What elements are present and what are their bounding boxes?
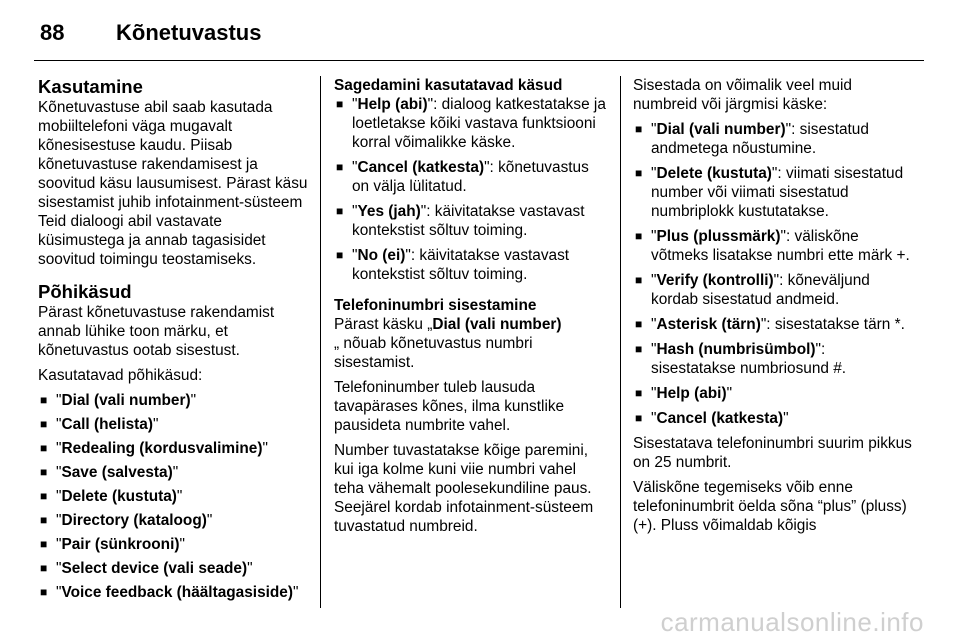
list-item: ■ "Call (helista)" [38,415,310,434]
page-number: 88 [40,20,65,45]
column-2 [334,76,606,542]
paragraph-pohikasud: Pärast kõnetuvastuse rakendamist annab lühike toon märku, et kõnetuvastus ootab sisestust. [38,304,275,359]
list-item: ■ "Select device (vali seade)" [38,559,310,578]
watermark: carmanualsonline.info [660,607,924,637]
list-item: ■ "Yes (jah)": käivitatakse vastavast kontekstist sõltuv toiming. [334,202,606,240]
list-item: ■ "Directory (kataloog)" [38,511,310,530]
list-item: ■ "Delete (kustuta)": viimati sisestatud number või viimati sisestatud numbriplokk kustutatakse. [633,164,913,221]
column-1 [38,76,310,608]
paragraph-kasutamine: Kõnetuvastuse abil saab kasutada mobiiltelefoni väga mugavalt kõnesisestuse kaudu. Piisab kõnetuvastuse rakendamisest ja soovitud käsu lausumisest. Pärast käsu sisestamist juhib infotainment-süsteem Teid dialoogi abil vastavate küsimustega ja annab tagasisidet soovitud toimingu teostamiseks. [38,99,308,268]
number-commands-list [633,120,913,428]
list-item: ■ "Cancel (katkesta)": kõnetuvastus on välja lülitatud. [334,158,606,196]
section-heading-kasutamine: Kasutamine [38,76,143,97]
list-item: ■ "Hash (numbrisümbol)": sisestatakse numbriosund #. [633,340,913,378]
list-item: ■ "Help (abi)" [633,384,913,403]
list-item: ■ "Plus (plussmärk)": väliskõne võtmeks lisatakse numbri ette märk +. [633,227,913,265]
list-item: ■ "Redealing (kordusvalimine)" [38,439,310,458]
paragraph-plus: Väliskõne tegemiseks võib enne telefoninumbrit öelda sõna “plus” (pluss) (+). Pluss võimaldab kõigis [633,479,907,534]
list-item: ■ "Pair (sünkrooni)" [38,535,310,554]
page-title: Kõnetuvastus [116,20,262,45]
basic-commands-list [38,391,310,602]
column-divider [620,76,621,608]
list-item: ■ "Asterisk (tärn)": sisestatakse tärn *. [633,315,913,334]
paragraph-lausuda: Telefoninumber tuleb lausuda tavapärases kõnes, ilma kunstlike pausideta numbrite vahel. [334,379,565,434]
section-heading-pohikasud: Põhikäsud [38,281,132,302]
page-header [34,20,924,50]
list-item: ■ "Dial (vali number)": sisestatud andmetega nõustumine. [633,120,913,158]
section-heading-telefoninumbri: Telefoninumbri sisestamine [334,297,537,314]
list-item: ■ "Help (abi)": dialoog katkestatakse ja loetletakse kõiki vastava funktsiooni korral võimalikke käske. [334,95,606,152]
paragraph-tuvastatakse: Number tuvastatakse kõige paremini, kui iga kolme kuni viie numbri vahel teha vähemalt poolesekundiline paus. Seejärel kordab infotainment-süsteem tuvastatud numbreid. [334,442,594,535]
list-item: ■ "Delete (kustuta)" [38,487,310,506]
list-item: ■ "Save (salvesta)" [38,463,310,482]
paragraph-kasutatavad: Kasutatavad põhikäsud: [38,367,203,384]
list-item: ■ "Cancel (katkesta)" [633,409,913,428]
list-item: ■ "Voice feedback (häältagasiside)" [38,583,310,602]
column-divider [320,76,321,608]
header-divider [34,60,924,61]
paragraph-max-length: Sisestatava telefoninumbri suurim pikkus on 25 numbrit. [633,435,912,471]
paragraph-intro: Sisestada on võimalik veel muid numbreid või järgmisi käske: [633,77,852,113]
list-item: ■ "No (ei)": käivitatakse vastavast kontekstist sõltuv toiming. [334,246,606,284]
frequent-commands-list [334,95,606,284]
section-heading-sagedamini: Sagedamini kasutatavad käsud [334,77,563,94]
list-item: ■ "Verify (kontrolli)": kõneväljund kordab sisestatud andmeid. [633,271,913,309]
list-item: ■ "Dial (vali number)" [38,391,310,410]
column-3 [633,76,913,541]
paragraph-dial: Pärast käsku „Dial (vali number) „ nõuab kõnetuvastus numbri sisestamist. [334,316,562,371]
